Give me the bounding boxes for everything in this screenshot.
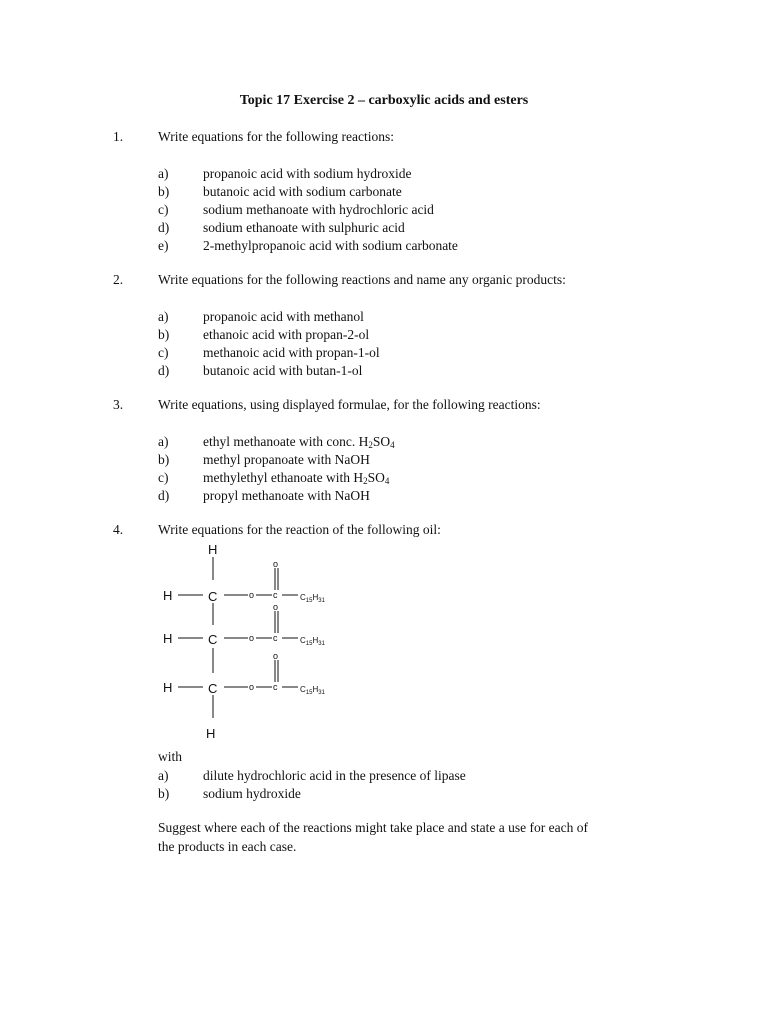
alkyl-chain: $C_{15}H_{31}$ bbox=[300, 685, 325, 696]
atom-c: c bbox=[273, 590, 278, 600]
item-label: b) bbox=[158, 452, 170, 467]
item-text: sodium hydroxide bbox=[203, 786, 301, 801]
item-label: b) bbox=[158, 786, 170, 801]
item-text: propanoic acid with sodium hydroxide bbox=[203, 166, 412, 181]
question-number: 1. bbox=[113, 129, 124, 144]
atom-o: o bbox=[249, 590, 255, 600]
atom-c: C bbox=[208, 681, 218, 696]
item-text: butanoic acid with butan-1-ol bbox=[203, 363, 363, 378]
item-label: a) bbox=[158, 309, 169, 324]
atom-o: o bbox=[273, 651, 279, 661]
atom-o: o bbox=[249, 633, 255, 643]
atom-h: H bbox=[163, 680, 173, 695]
atom-c: c bbox=[273, 633, 278, 643]
item-text: methanoic acid with propan-1-ol bbox=[203, 345, 380, 360]
item-text: butanoic acid with sodium carbonate bbox=[203, 184, 402, 199]
with-label: with bbox=[158, 749, 183, 764]
item-label: a) bbox=[158, 434, 169, 449]
item-text: sodium ethanoate with sulphuric acid bbox=[203, 220, 405, 235]
instruction-text: Suggest where each of the reactions might take place and state a use for each of bbox=[158, 820, 588, 835]
instruction-text: the products in each case. bbox=[158, 839, 297, 854]
atom-o: o bbox=[273, 559, 279, 569]
atom-c: C bbox=[208, 589, 218, 604]
item-label: d) bbox=[158, 488, 170, 503]
item-text: 2-methylpropanoic acid with sodium carbonate bbox=[203, 238, 458, 253]
atom-h: H bbox=[163, 588, 173, 603]
atom-c: C bbox=[208, 632, 218, 647]
item-label: a) bbox=[158, 166, 169, 181]
item-text: methyl propanoate with NaOH bbox=[203, 452, 370, 467]
item-text: ethyl methanoate with conc. $H_2SO_4$ bbox=[203, 434, 395, 450]
question-text: Write equations for the reaction of the following oil: bbox=[158, 522, 441, 537]
item-label: c) bbox=[158, 202, 169, 217]
alkyl-chain: $C_{15}H_{31}$ bbox=[300, 636, 325, 647]
item-text: dilute hydrochloric acid in the presence of lipase bbox=[203, 768, 466, 783]
item-label: e) bbox=[158, 238, 169, 253]
atom-o: o bbox=[273, 602, 279, 612]
item-label: c) bbox=[158, 345, 169, 360]
atom-h: H bbox=[163, 631, 173, 646]
item-label: d) bbox=[158, 363, 170, 378]
item-label: c) bbox=[158, 470, 169, 485]
alkyl-chain: $C_{15}H_{31}$ bbox=[300, 593, 325, 604]
atom-c: c bbox=[273, 682, 278, 692]
question-text: Write equations for the following reactions: bbox=[158, 129, 395, 144]
question-number: 4. bbox=[113, 522, 124, 537]
question-text: Write equations for the following reactions and name any organic products: bbox=[158, 272, 566, 287]
item-text: propyl methanoate with NaOH bbox=[203, 488, 370, 503]
item-text: propanoic acid with methanol bbox=[203, 309, 364, 324]
atom-h: H bbox=[206, 726, 216, 741]
question-text: Write equations, using displayed formulae, for the following reactions: bbox=[158, 397, 541, 412]
page-title: Topic 17 Exercise 2 – carboxylic acids and esters bbox=[239, 93, 529, 108]
question-number: 3. bbox=[113, 397, 124, 412]
triglyceride-structure bbox=[155, 540, 395, 745]
item-text: methylethyl ethanoate with $H_2SO_4$ bbox=[203, 470, 390, 486]
atom-h: H bbox=[208, 542, 218, 557]
item-label: a) bbox=[158, 768, 169, 783]
item-text: sodium methanoate with hydrochloric acid bbox=[203, 202, 434, 217]
item-label: b) bbox=[158, 184, 170, 199]
item-label: d) bbox=[158, 220, 170, 235]
item-text: ethanoic acid with propan-2-ol bbox=[203, 327, 370, 342]
question-number: 2. bbox=[113, 272, 124, 287]
item-label: b) bbox=[158, 327, 170, 342]
atom-o: o bbox=[249, 682, 255, 692]
